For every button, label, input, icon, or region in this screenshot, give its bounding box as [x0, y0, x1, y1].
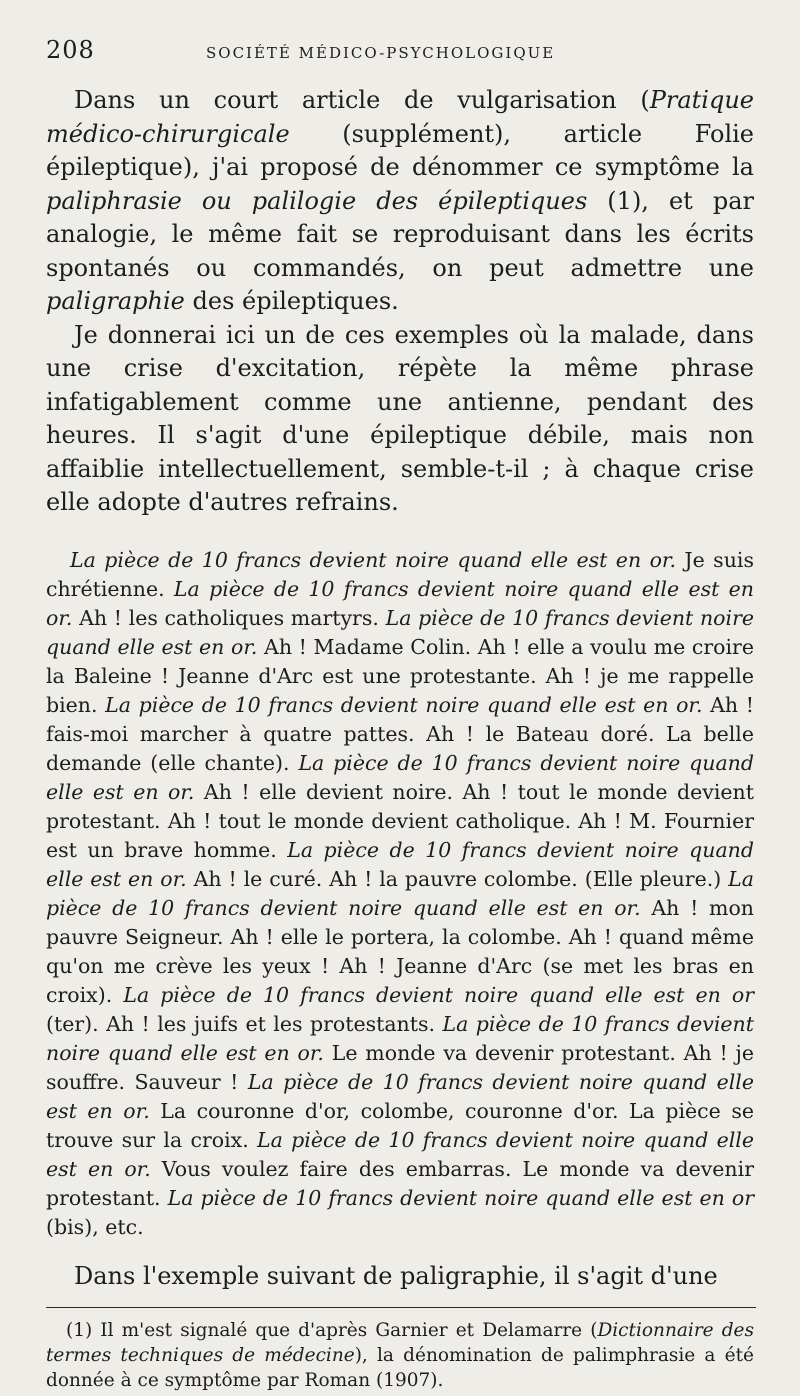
page-number: 208	[46, 36, 95, 64]
paragraph-paliphrasie: Dans un court article de vulgarisation (Pratique médico-chirurgicale (supplément), article Folie épileptique), j'ai proposé de dénommer ce symptôme la paliphrasie ou palilogie des épileptiques (1), et par analogie, le même fait se reproduisant dans les écrits spontanés ou commandés, on peut admettre une paligraphie des épileptiques.	[46, 86, 754, 315]
paragraph-example-intro: Je donnerai ici un de ces exemples où la malade, dans une crise d'excitation, répète la même phrase infatigablement comme une antienne, pendant des heures. Il s'agit d'une épileptique débile, mais non affaiblie intellectuellement, semble-t-il ; à chaque crise elle adopte d'autres refrains.	[46, 320, 754, 516]
paragraph-next-example: Dans l'exemple suivant de paligraphie, il s'agit d'une	[74, 1261, 718, 1290]
page-header	[46, 36, 754, 80]
patient-transcript: La pièce de 10 francs devient noire quand elle est en or. Je suis chrétienne. La pièce de 10 francs devient noire quand elle est en or. Ah ! les catholiques martyrs. La pièce de 10 francs devient noire quand elle est en or. Ah ! Madame Colin. Ah ! elle a voulu me croire la Baleine ! Jeanne d'Arc est une protestante. Ah ! je me rappelle bien. La pièce de 10 francs devient noire quand elle est en or. Ah ! fais-moi marcher à quatre pattes. Ah ! le Bateau doré. La belle demande (elle chante). La pièce de 10 francs devient noire quand elle est en or. Ah ! elle devient noire. Ah ! tout le monde devient protestant. Ah ! tout le monde devient catholique. Ah ! M. Fournier est un brave homme. La pièce de 10 francs devient noire quand elle est en or. Ah ! le curé. Ah ! la pauvre colombe. (Elle pleure.) La pièce de 10 francs devient noire quand elle est en or. Ah ! mon pauvre Seigneur. Ah ! elle le portera, la colombe. Ah ! quand même qu'on me crève les yeux ! Ah ! Jeanne d'Arc (se met les bras en croix). La pièce de 10 francs devient noire quand elle est en or (ter). Ah ! les juifs et les protestants. La pièce de 10 francs devient noire quand elle est en or. Le monde va devenir protestant. Ah ! je souffre. Sauveur ! La pièce de 10 francs devient noire quand elle est en or. La couronne d'or, colombe, couronne d'or. La pièce se trouve sur la croix. La pièce de 10 francs devient noire quand elle est en or. Vous voulez faire des embarras. Le monde va devenir protestant. La pièce de 10 francs devient noire quand elle est en or (bis), etc.	[46, 547, 755, 1239]
footnote: (1) Il m'est signalé que d'après Garnier et Delamarre (Dictionnaire des termes techniques de médecine), la dénomination de palimphrasie a été donnée à ce symptôme par Roman (1907).	[46, 1320, 754, 1391]
footnote-divider	[46, 1307, 756, 1308]
running-head: SOCIÉTÉ MÉDICO-PSYCHOLOGIQUE	[206, 44, 556, 62]
